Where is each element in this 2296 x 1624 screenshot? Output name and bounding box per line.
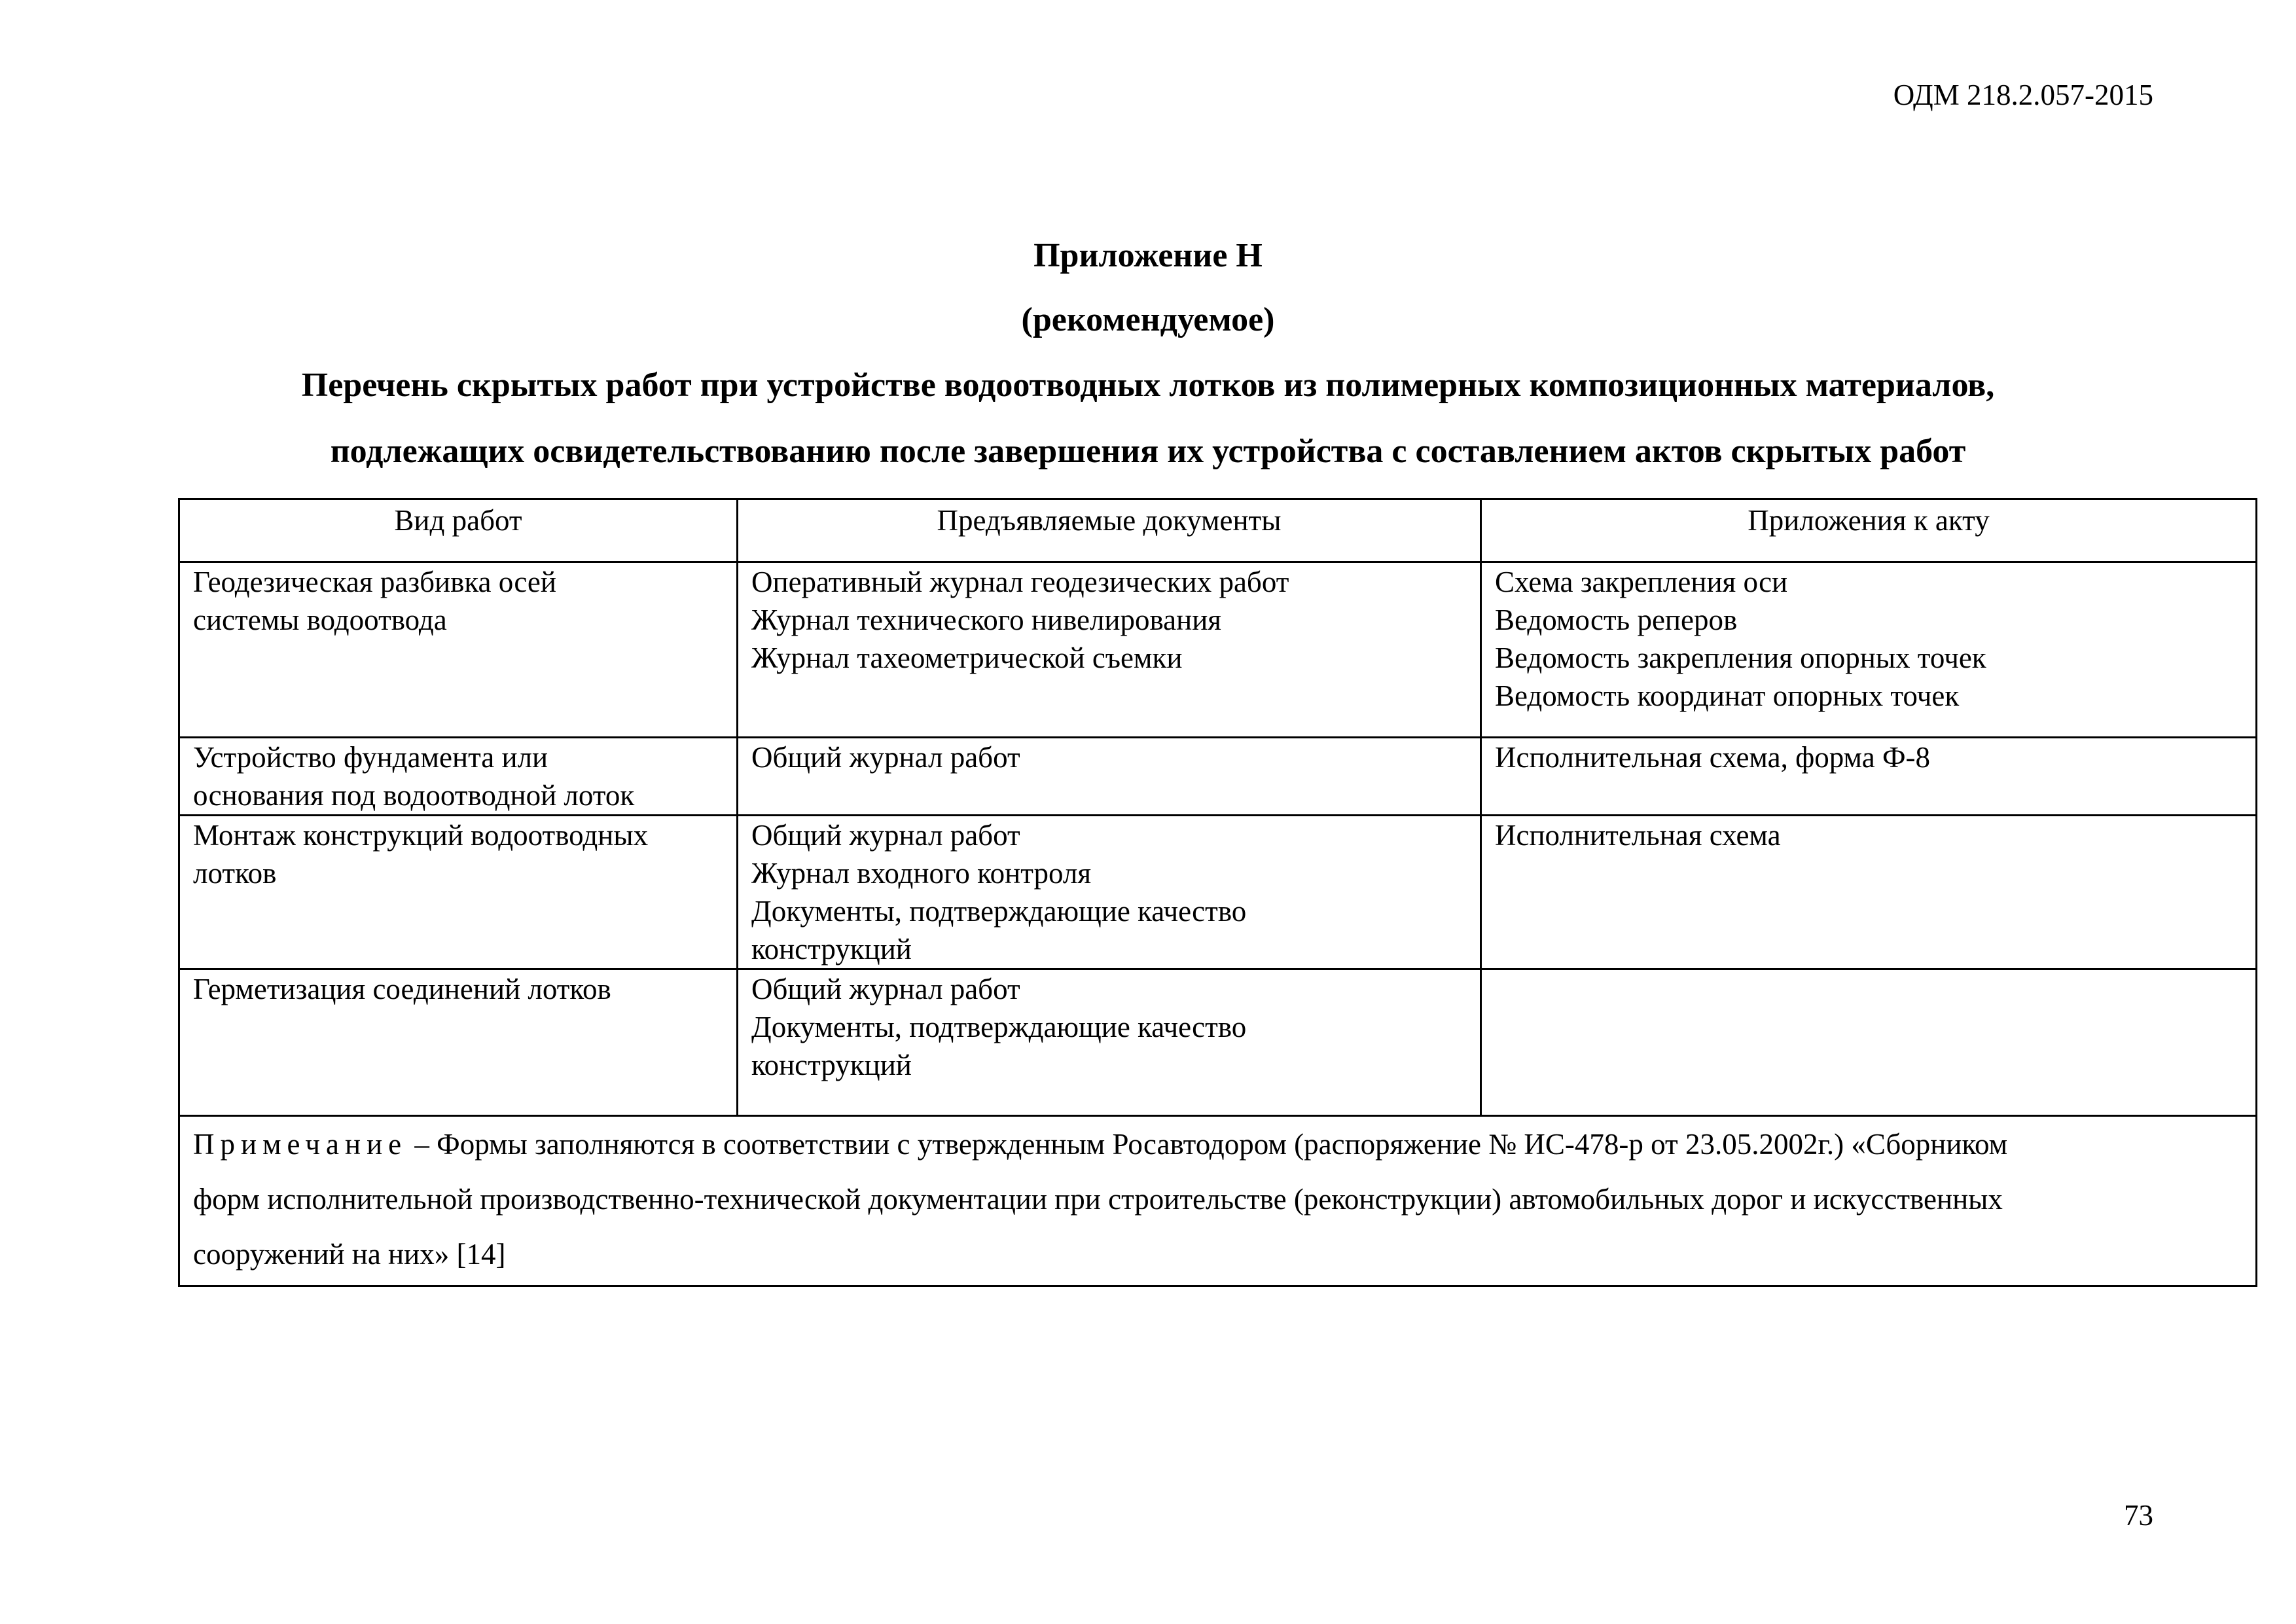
table-row	[179, 562, 2257, 738]
documents-cell	[738, 816, 1481, 969]
cell-line: Исполнительная схема, форма Ф-8	[1495, 741, 1930, 774]
note-line: сооружений на них» [14]	[193, 1238, 506, 1271]
column-header-documents: Предъявляемые документы	[738, 499, 1481, 562]
page-number: 73	[2124, 1499, 2153, 1532]
documents-cell	[738, 969, 1481, 1116]
cell-line: основания под водоотводной лоток	[193, 779, 635, 812]
work-type-cell	[179, 969, 738, 1116]
cell-line: конструкций	[751, 933, 912, 965]
documents-cell	[738, 738, 1481, 816]
work-type-cell	[179, 738, 738, 816]
table-row	[179, 969, 2257, 1116]
cell-line: лотков	[193, 857, 277, 890]
cell-line: Схема закрепления оси	[1495, 566, 1788, 598]
note-label: Примечание	[193, 1128, 408, 1161]
table-title-line-2: подлежащих освидетельствованию после завершения их устройства с составлением актов скрытых работ	[330, 433, 1966, 470]
cell-line: Герметизация соединений лотков	[193, 973, 611, 1005]
cell-line: Ведомость реперов	[1495, 604, 1738, 636]
cell-line: Монтаж конструкций водоотводных	[193, 819, 649, 852]
note-cell	[179, 1116, 2257, 1286]
cell-line: Устройство фундамента или	[193, 741, 548, 774]
appendix-status: (рекомендуемое)	[1021, 301, 1275, 338]
cell-line: Документы, подтверждающие качество	[751, 895, 1247, 928]
cell-line: Оперативный журнал геодезических работ	[751, 566, 1289, 598]
cell-line: системы водоотвода	[193, 604, 447, 636]
attachments-cell	[1481, 738, 2257, 816]
cell-line: Журнал тахеометрической съемки	[751, 641, 1183, 674]
cell-line: Журнал входного контроля	[751, 857, 1092, 890]
note-text: – Формы заполняются в соответствии с утвержденным Росавтодором (распоряжение № ИС-478-р от 23.05.2002г.) «Сборником	[407, 1128, 2008, 1161]
documents-cell	[738, 562, 1481, 738]
work-type-cell	[179, 816, 738, 969]
cell-line: Ведомость закрепления опорных точек	[1495, 641, 1986, 674]
note-line: форм исполнительной производственно-технической документации при строительстве (реконструкции) автомобильных дорог и искусственных	[193, 1183, 2003, 1216]
cell-line: Ведомость координат опорных точек	[1495, 679, 1960, 712]
appendix-title: Приложение Н	[1033, 237, 1263, 274]
attachments-cell	[1481, 816, 2257, 969]
work-type-cell	[179, 562, 738, 738]
table-row	[179, 816, 2257, 969]
attachments-cell	[1481, 969, 2257, 1116]
document-code: ОДМ 218.2.057-2015	[1893, 79, 2153, 111]
table-row	[179, 738, 2257, 816]
hidden-works-table	[178, 498, 2257, 1287]
column-header-attachments: Приложения к акту	[1481, 499, 2257, 562]
cell-line: Исполнительная схема	[1495, 819, 1781, 852]
attachments-cell	[1481, 562, 2257, 738]
cell-line: Геодезическая разбивка осей	[193, 566, 556, 598]
cell-line: Общий журнал работ	[751, 819, 1020, 852]
table-note-row	[179, 1116, 2257, 1286]
cell-line: Общий журнал работ	[751, 741, 1020, 774]
cell-line: Документы, подтверждающие качество	[751, 1011, 1247, 1043]
table-header-row	[179, 499, 2257, 562]
note-line	[193, 1117, 2242, 1172]
cell-line: Общий журнал работ	[751, 973, 1020, 1005]
cell-line: Журнал технического нивелирования	[751, 604, 1222, 636]
table-title-line-1: Перечень скрытых работ при устройстве водоотводных лотков из полимерных композиционных материалов,	[301, 367, 1995, 404]
cell-line: конструкций	[751, 1049, 912, 1081]
column-header-work-type: Вид работ	[179, 499, 738, 562]
